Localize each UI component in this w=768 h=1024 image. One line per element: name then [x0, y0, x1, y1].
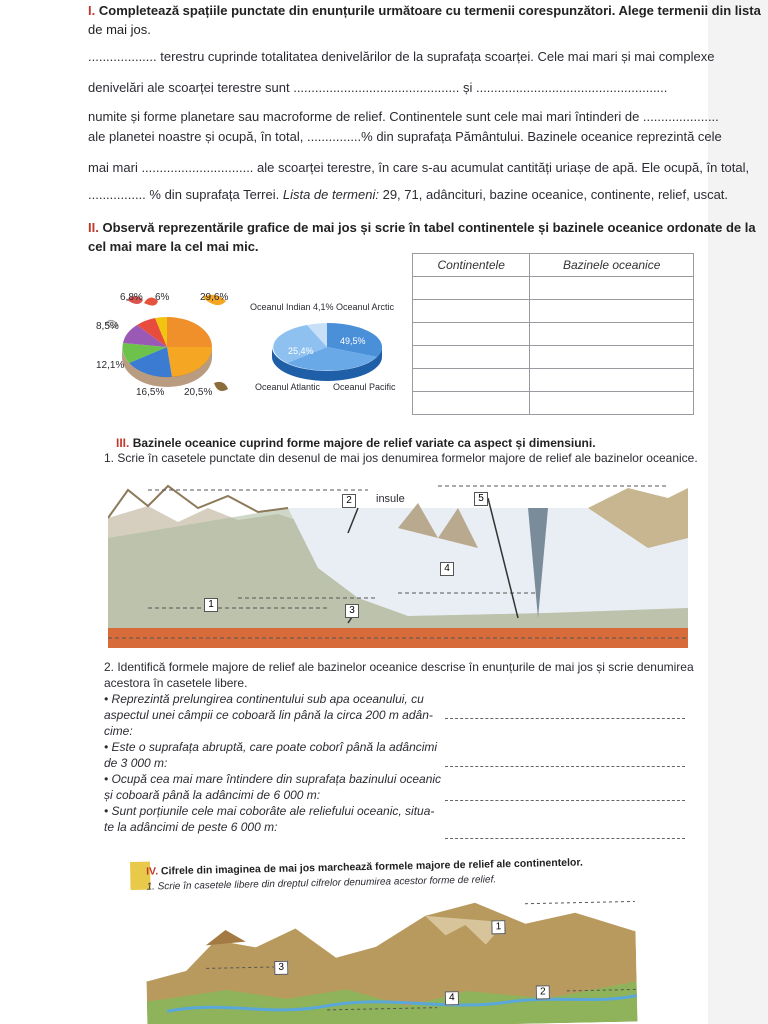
table-cell[interactable]: [413, 323, 530, 346]
section4-heading-text: Cifrele din imaginea de mai jos marchează formele majore de relief ale continentelor.: [160, 856, 583, 878]
section1-roman: I.: [88, 3, 96, 18]
pie2-label-495: 49,5%: [340, 336, 366, 346]
section3-roman: III.: [116, 436, 130, 450]
table-header-oceans: Bazinele oceanice: [530, 254, 694, 277]
table-row: [413, 392, 694, 415]
diagram-label-insule: insule: [376, 493, 405, 505]
section4-heading: [146, 857, 583, 878]
answer-field-4[interactable]: [445, 838, 685, 839]
terms-list: 29, 71, adâncituri, bazine oceanice, continente, relief, uscat.: [382, 187, 729, 202]
page-edge-shadow: [708, 0, 768, 1024]
table-cell[interactable]: [530, 392, 694, 415]
table-cell[interactable]: [413, 300, 530, 323]
pie1-label-121: 12,1%: [96, 360, 125, 371]
table-header-continents: Continentele: [413, 254, 530, 277]
section4-question1: 1. Scrie în casetele libere din dreptul cifrelor denumirea acestor forme de relief.: [146, 874, 497, 893]
pie2-label-arctic: 4,1% Oceanul Arctic: [313, 302, 395, 312]
answer-field-2[interactable]: [445, 766, 685, 767]
section1-line2: denivelări ale scoarței terestre sunt .............................................. și .....................................................: [88, 80, 668, 95]
item1-line3: cime:: [104, 724, 133, 738]
section1-line6-start: ................ % din suprafața Terrei.: [88, 187, 280, 202]
section2-heading-text: Observă reprezentările grafice de mai jos și scrie în tabel continentele și bazinele oceanice ordonate de la: [102, 220, 756, 235]
table-cell[interactable]: [413, 369, 530, 392]
section1-line3: numite și forme planetare sau macroforme de relief. Continentele sunt cele mai mari întinderi de .....................: [88, 109, 719, 124]
table-row: [413, 346, 694, 369]
table-row: [413, 369, 694, 392]
section1-line5: mai mari ............................... ale scoarței terestre, în care s-au acumulat cantități uriașe de apă. Ele ocupă, în total,: [88, 160, 750, 175]
diagram-label-3: 3: [345, 604, 359, 618]
pie-slice: [167, 317, 212, 347]
diagram-label-5: 5: [474, 492, 488, 506]
answer-field-3[interactable]: [445, 800, 685, 801]
pie2-label-pacific: Oceanul Pacific: [333, 382, 396, 392]
answer-table: [412, 253, 694, 415]
section1-heading-text: Completează spațiile punctate din enunțurile următoare cu termenii corespunzători. Alege termenii din lista: [98, 3, 761, 18]
item1-line2: aspectul unei câmpii ce coboară lin până la circa 200 m adân-: [104, 708, 433, 722]
table-header-row: [413, 254, 694, 277]
answer-line[interactable]: [525, 901, 635, 903]
section3-question1: 1. Scrie în casetele punctate din desenul de mai jos denumirea formelor majore de relief ale bazinelor oceanice.: [104, 451, 698, 465]
continent-silhouette-icon: [214, 382, 228, 391]
section1-heading-cont: de mai jos.: [88, 22, 151, 37]
pie1-label-85: 8,5%: [96, 321, 119, 332]
item4-line2: te la adâncimi de peste 6 000 m:: [104, 820, 278, 834]
item3-line1: • Ocupă cea mai mare întindere din suprafața bazinului oceanic: [104, 772, 442, 786]
item3-line2: și coboară până la adâncimi de 6 000 m:: [104, 788, 321, 802]
table-row: [413, 300, 694, 323]
pie1-label-205: 20,5%: [184, 387, 213, 398]
pie2-label-254: 25,4%: [288, 346, 314, 356]
section4-roman: IV.: [146, 865, 159, 878]
answer-field-1[interactable]: [445, 718, 685, 719]
relief-label-3: 3: [274, 961, 288, 975]
section1-line6: [88, 188, 728, 203]
table-cell[interactable]: [530, 277, 694, 300]
section1-heading: [88, 4, 761, 19]
section1-line1: ................... terestru cuprinde totalitatea denivelărilor de la suprafața scoarței. Cele mai mari și mai complexe: [88, 49, 715, 64]
section3-question2-cont: acestora în casetele libere.: [104, 676, 248, 690]
section3-heading-text: Bazinele oceanice cuprind forme majore de relief variate ca aspect și dimensiuni.: [132, 436, 596, 450]
relief-label-1: 1: [491, 920, 505, 934]
section2-heading: [88, 221, 756, 236]
table-row: [413, 323, 694, 346]
table-row: [413, 277, 694, 300]
relief-label-2: 2: [536, 985, 550, 999]
table-cell[interactable]: [530, 369, 694, 392]
terms-list-label: Lista de termeni:: [282, 187, 379, 202]
item1-line1: • Reprezintă prelungirea continentului sub apa oceanului, cu: [104, 692, 424, 706]
relief-label-4: 4: [445, 991, 459, 1005]
oceans-pie-chart: [262, 315, 392, 385]
section3-heading: [116, 437, 596, 451]
table-cell[interactable]: [530, 346, 694, 369]
pie1-label-68: 6,8%: [120, 292, 143, 303]
table-cell[interactable]: [413, 277, 530, 300]
diagram-label-2: 2: [342, 494, 356, 508]
section4-block: [130, 850, 693, 1024]
pie1-label-6: 6%: [155, 292, 170, 303]
table-cell[interactable]: [530, 300, 694, 323]
item2-line2: de 3 000 m:: [104, 756, 168, 770]
pie1-label-165: 16,5%: [136, 387, 165, 398]
pie2-label-atlantic: Oceanul Atlantic: [255, 382, 321, 392]
table-cell[interactable]: [530, 323, 694, 346]
item2-line1: • Este o suprafața abruptă, care poate coborî până la adâncimi: [104, 740, 438, 754]
section3-question2: 2. Identifică formele majore de relief ale bazinelor oceanice descrise în enunțurile de mai jos și scrie denumirea: [104, 660, 694, 674]
table-cell[interactable]: [413, 346, 530, 369]
pie1-label-296: 29,6%: [200, 292, 229, 303]
continent-relief-diagram: [145, 891, 638, 1024]
section1-line4: ale planetei noastre și ocupă, în total, ...............% din suprafața Pământului. Bazinele oceanice reprezintă cele: [88, 129, 722, 144]
section2-heading-cont: cel mai mare la cel mai mic.: [88, 239, 259, 254]
diagram-label-4: 4: [440, 562, 454, 576]
pie2-label-indian: Oceanul Indian: [250, 302, 311, 312]
table-cell[interactable]: [413, 392, 530, 415]
section2-roman: II.: [88, 220, 99, 235]
diagram-label-1: 1: [204, 598, 218, 612]
item4-line1: • Sunt porțiunile cele mai coborâte ale reliefului oceanic, situa-: [104, 804, 435, 818]
